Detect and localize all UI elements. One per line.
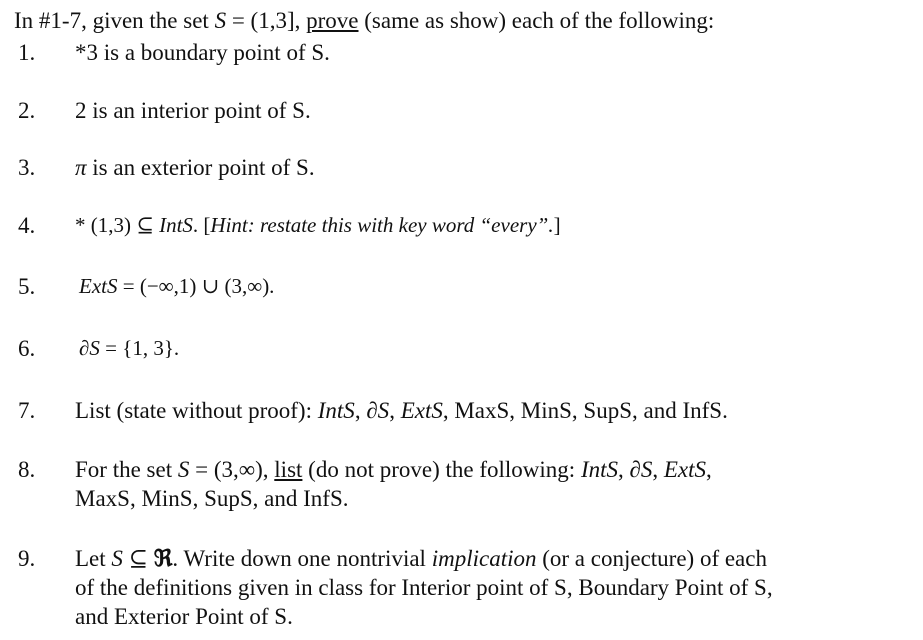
problem-text [79,272,903,301]
problem-number: 3. [18,155,36,180]
boundary-value: = {1, 3}. [99,336,180,360]
exterior-symbol: ExtS [79,274,118,298]
problem-text [75,544,903,631]
text-line-2: of the definitions given in class for Interior point of S, Boundary Point of S, [75,575,773,600]
list-word: list [274,457,303,482]
problem-text-rest: is an exterior point of S. [86,155,315,180]
boundary-symbol: ∂S [79,336,100,360]
problem-text [75,455,903,513]
intro-set-interval: = (1,3], [226,8,307,33]
problem-number: 7. [18,398,36,423]
text-line-3: and Exterior Point of S. [75,604,293,629]
separator: , [652,457,664,482]
set-symbol: S [111,546,123,571]
problem-text: *3 is a boundary point of S. [75,40,330,65]
problem-number: 2. [18,98,36,123]
exterior-value: = (−∞,1) ∪ (3,∞). [117,274,275,298]
problem-text [75,153,903,182]
problem-number: 6. [18,336,36,361]
set-symbol: S [177,457,190,482]
text-segment: Let [75,546,112,571]
real-numbers-symbol: ℜ [153,546,173,571]
problem-number: 4. [18,213,36,238]
intro-set-symbol: S [214,8,227,33]
text-segment: (do not prove) the following: [302,457,581,482]
separator: , [389,398,401,423]
problem-number: 8. [18,457,36,482]
problem-text [75,396,903,425]
exterior-symbol: ExtS [400,398,443,423]
punctuation: . [ [192,213,211,237]
text-segment: , MaxS, MinS, SupS, and InfS. [442,398,728,423]
separator: , [618,457,630,482]
intro-prove-word: prove [306,8,359,33]
intro-paragraph [14,6,714,35]
punctuation: ] [553,213,561,237]
hint-text: Hint: restate this with key word “every”. [210,213,554,237]
interior-symbol: IntS [580,457,618,482]
subset-symbol: ⊆ [122,546,154,571]
text-line-2: MaxS, MinS, SupS, and InfS. [75,486,349,511]
intro-text-end: (same as show) each of the following: [358,8,715,33]
problem-text [79,334,903,363]
interior-symbol: IntS [159,213,193,237]
text-segment: List (state without proof): [75,398,318,423]
interior-symbol: IntS [317,398,355,423]
boundary-symbol: ∂S [629,457,653,482]
problem-text: 2 is an interior point of S. [75,98,311,123]
problem-number: 1. [18,40,36,65]
separator: , [706,457,712,482]
problem-number: 9. [18,546,36,571]
problem-text [75,211,903,240]
exterior-symbol: ExtS [663,457,707,482]
text-segment: (or a conjecture) of each [536,546,767,571]
problem-number: 5. [18,274,36,299]
interval-subset: * (1,3) ⊆ [75,213,160,237]
boundary-symbol: ∂S [366,398,390,423]
separator: , [354,398,367,423]
pi-symbol: π [75,155,87,180]
text-segment: For the set [75,457,178,482]
set-interval: = (3,∞), [189,457,275,482]
implication-word: implication [431,546,537,571]
intro-text-start: In #1-7, given the set [14,8,215,33]
text-segment: . Write down one nontrivial [172,546,432,571]
